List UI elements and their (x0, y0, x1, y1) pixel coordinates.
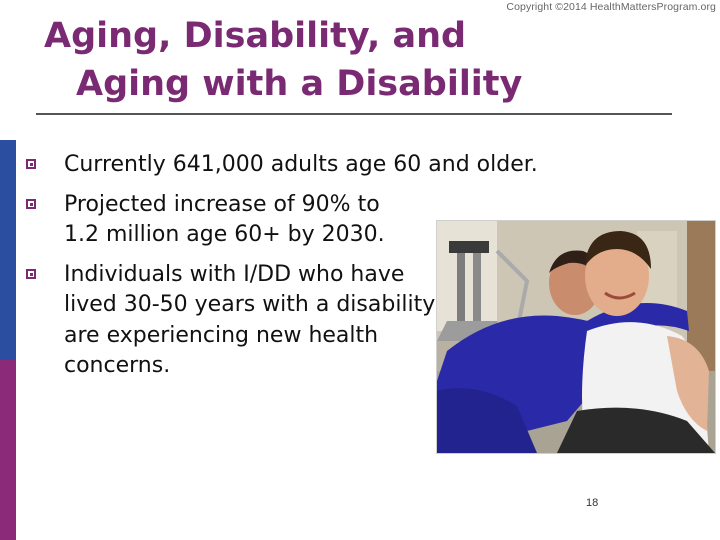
square-bullet-icon (26, 159, 36, 169)
side-accent-purple (0, 360, 16, 540)
copyright-notice: Copyright ©2014 HealthMattersProgram.org (506, 1, 716, 13)
photo-two-men-hugging (436, 220, 716, 454)
bullet-item (26, 150, 664, 181)
title-divider (36, 113, 672, 115)
photo-illustration (437, 221, 715, 453)
bullet-text: Individuals with I/DD who have lived 30-50 years with a disability are experiencing new health concerns. (64, 261, 436, 378)
bullet-text: Currently 641,000 adults age 60 and older. (64, 152, 538, 177)
square-bullet-icon (26, 269, 36, 279)
side-accent-top (0, 0, 16, 140)
bullet-item (26, 190, 404, 251)
slide-title-line-2: Aging with a Disability (76, 64, 523, 104)
bullet-text: Projected increase of 90% to 1.2 million age 60+ by 2030. (64, 191, 385, 247)
slide-number: 18 (586, 497, 599, 509)
square-bullet-icon (26, 199, 36, 209)
side-accent-blue (0, 140, 16, 360)
slide-title (44, 12, 522, 108)
slide-title-line-1: Aging, Disability, and (44, 16, 467, 56)
bullet-item (26, 260, 464, 382)
